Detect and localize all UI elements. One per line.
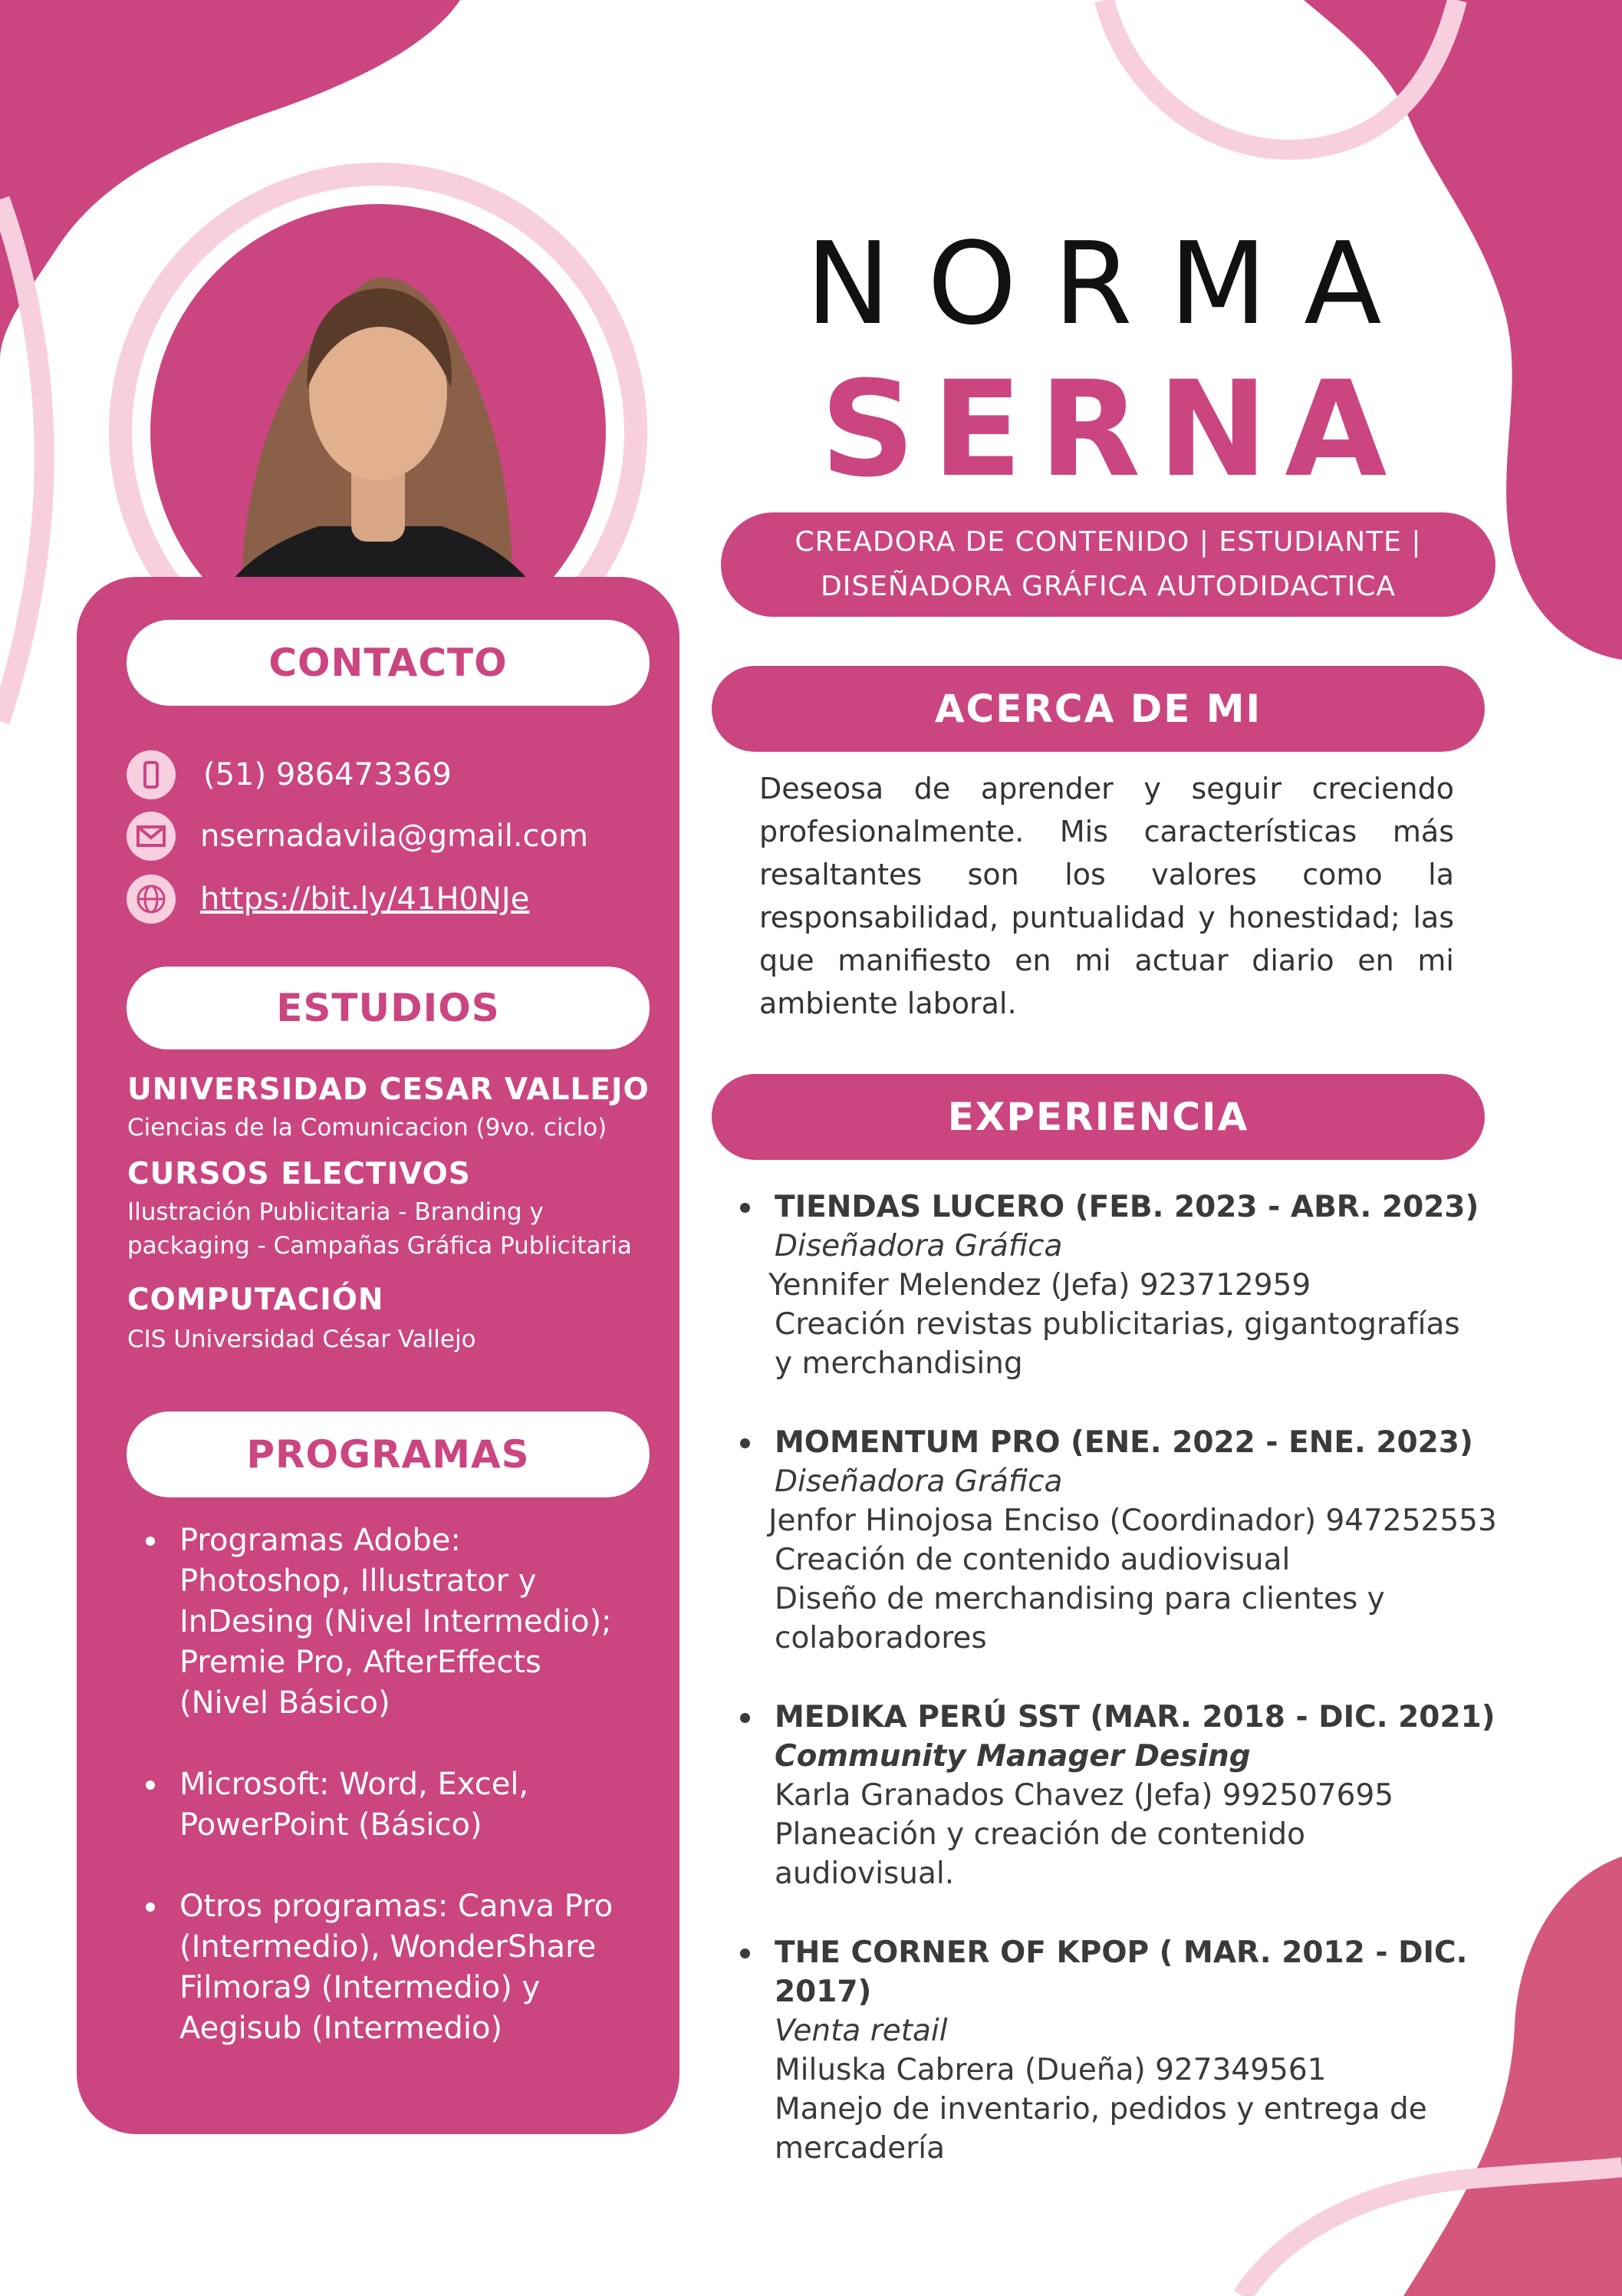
about-header <box>712 666 1485 752</box>
job-line: mercadería <box>775 2131 946 2166</box>
program-line: InDesing (Nivel Intermedio); <box>179 1604 612 1639</box>
list-item <box>736 1188 1503 1383</box>
mail-icon <box>127 812 176 861</box>
contact-phone[interactable] <box>127 750 452 799</box>
job-title: THE CORNER OF KPOP ( MAR. 2012 - DIC. 2017) <box>775 1935 1468 2009</box>
job-line: Creación revistas publicitarias, gigantografías <box>775 1307 1460 1342</box>
job-role: Diseñadora Gráfica <box>775 1464 1063 1499</box>
list-item <box>143 1886 649 2049</box>
studies-header <box>127 967 650 1049</box>
study-line: CIS Universidad César Vallejo <box>127 1326 476 1353</box>
globe-icon <box>127 875 176 924</box>
program-line: Otros programas: Canva Pro <box>179 1889 614 1924</box>
phone-icon <box>127 750 176 799</box>
program-line: PowerPoint (Básico) <box>179 1807 482 1843</box>
experience-list <box>736 1188 1503 2208</box>
list-item <box>736 1423 1503 1658</box>
job-line: Planeación y creación de contenido <box>775 1817 1305 1852</box>
contact-link[interactable] <box>127 875 529 924</box>
program-line: (Nivel Básico) <box>179 1685 390 1721</box>
contact-email[interactable] <box>127 812 588 861</box>
job-role: Community Manager Desing <box>775 1739 1251 1774</box>
job-line: y merchandising <box>775 1346 1023 1381</box>
role-line: CREADORA DE CONTENIDO | ESTUDIANTE | <box>795 526 1422 558</box>
first-name: NORMA <box>805 218 1419 350</box>
about-text: Deseosa de aprender y seguir creciendo profesionalmente. Mis características más resaltantes son los valores como la responsabilidad, puntualidad y honestidad; las que manifiesto en mi actuar diario en mi ambiente laboral. <box>759 772 1454 1020</box>
job-reference: Karla Granados Chavez (Jefa) 992507695 <box>775 1778 1394 1813</box>
list-item <box>143 1520 649 1724</box>
list-item <box>736 1933 1503 2168</box>
experience-header <box>712 1074 1485 1160</box>
portfolio-link[interactable]: https://bit.ly/41H0NJe <box>200 881 530 917</box>
experience-title: EXPERIENCIA <box>947 1095 1249 1139</box>
list-item <box>143 1764 649 1846</box>
list-item <box>736 1698 1503 1893</box>
study-line: packaging - Campañas Gráfica Publicitaria <box>127 1232 632 1260</box>
program-line: Photoshop, Illustrator y <box>179 1563 537 1599</box>
job-line: audiovisual. <box>775 1856 955 1891</box>
program-line: Aegisub (Intermedio) <box>179 2011 503 2046</box>
job-line: Manejo de inventario, pedidos y entrega de <box>775 2092 1427 2126</box>
study-line: Ciencias de la Comunicacion (9vo. ciclo) <box>127 1114 607 1141</box>
job-reference: Jenfor Hinojosa Enciso (Coordinador) 947252553 <box>768 1504 1497 1538</box>
job-role: Diseñadora Gráfica <box>775 1229 1063 1263</box>
programs-title: PROGRAMAS <box>246 1432 530 1477</box>
programs-header <box>127 1412 650 1497</box>
job-line: Diseño de merchandising para clientes y <box>775 1582 1385 1616</box>
studies-title: ESTUDIOS <box>276 986 500 1030</box>
program-line: Programas Adobe: <box>179 1523 461 1558</box>
program-line: Premie Pro, AfterEffects <box>179 1645 541 1680</box>
program-line: (Intermedio), WonderShare <box>179 1929 597 1965</box>
contact-header <box>127 620 650 706</box>
job-title: MEDIKA PERÚ SST (MAR. 2018 - DIC. 2021) <box>775 1700 1495 1734</box>
role-line: DISEÑADORA GRÁFICA AUTODIDACTICA <box>820 571 1396 602</box>
study-title: CURSOS ELECTIVOS <box>127 1157 471 1191</box>
email-address: nsernadavila@gmail.com <box>200 819 588 854</box>
program-line: Filmora9 (Intermedio) y <box>179 1970 541 2005</box>
job-role: Venta retail <box>775 2014 948 2048</box>
job-reference: Miluska Cabrera (Dueña) 927349561 <box>775 2053 1327 2087</box>
job-line: Creación de contenido audiovisual <box>775 1543 1291 1577</box>
study-title: UNIVERSIDAD CESAR VALLEJO <box>127 1072 650 1107</box>
last-name: SERNA <box>820 352 1404 506</box>
role-banner <box>721 512 1495 617</box>
program-line: Microsoft: Word, Excel, <box>179 1767 529 1802</box>
programs-list <box>143 1520 649 2090</box>
study-title: COMPUTACIÓN <box>127 1283 384 1317</box>
phone-number: (51) 986473369 <box>203 757 452 792</box>
job-title: TIENDAS LUCERO (FEB. 2023 - ABR. 2023) <box>775 1190 1479 1224</box>
job-reference: Yennifer Melendez (Jefa) 923712959 <box>768 1268 1311 1303</box>
job-line: colaboradores <box>775 1621 987 1655</box>
contact-title: CONTACTO <box>268 641 508 685</box>
about-title: ACERCA DE MI <box>934 687 1262 731</box>
study-line: Ilustración Publicitaria - Branding y <box>127 1198 544 1226</box>
job-title: MOMENTUM PRO (ENE. 2022 - ENE. 2023) <box>775 1425 1473 1460</box>
